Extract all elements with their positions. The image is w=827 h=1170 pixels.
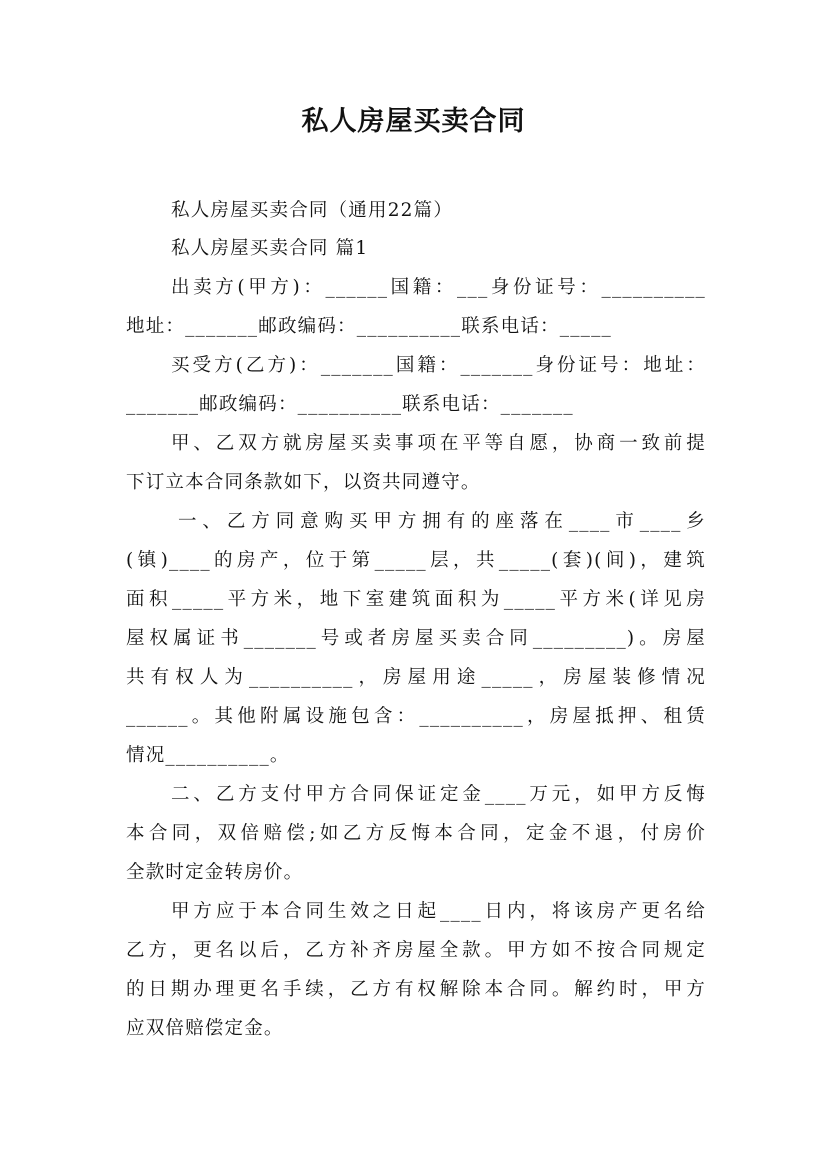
paragraph-line: 的日期办理更名手续，乙方有权解除本合同。解约时，甲方: [126, 979, 706, 1000]
paragraph-line: 地址：_______邮政编码：__________联系电话：_____: [126, 316, 613, 337]
paragraph-line: 面积_____平方米，地下室建筑面积为_____平方米(详见房: [126, 589, 706, 610]
paragraph-line: 全款时定金转房价。: [126, 862, 304, 883]
paragraph-line: 甲方应于本合同生效之日起____日内，将该房产更名给: [171, 901, 706, 922]
paragraph-line: 买受方(乙方)：_______国籍：_______身份证号：地址：: [171, 355, 706, 376]
paragraph-line: 屋权属证书_______号或者房屋买卖合同_________)。房屋: [126, 628, 706, 649]
document-subtitle: 私人房屋买卖合同（通用22篇）: [171, 200, 454, 221]
paragraph-line: 情况__________。: [126, 745, 290, 766]
paragraph-line: 出卖方(甲方)：______国籍：___身份证号：__________: [171, 277, 706, 298]
paragraph-line: 二、乙方支付甲方合同保证定金____万元，如甲方反悔: [171, 784, 706, 805]
paragraph-line: 共有权人为__________，房屋用途_____，房屋装修情况: [126, 667, 706, 688]
section-heading: 私人房屋买卖合同 篇1: [171, 238, 369, 259]
paragraph-line: (镇)____的房产，位于第_____层，共_____(套)(间)，建筑: [126, 550, 706, 571]
paragraph-line: _______邮政编码：__________联系电话：_______: [126, 394, 574, 415]
paragraph-line: 应双倍赔偿定金。: [126, 1018, 284, 1039]
paragraph-line: 乙方，更名以后，乙方补齐房屋全款。甲方如不按合同规定: [126, 940, 706, 961]
paragraph-line: 本合同，双倍赔偿;如乙方反悔本合同，定金不退，付房价: [126, 823, 706, 844]
paragraph-line: 甲、乙双方就房屋买卖事项在平等自愿，协商一致前提: [171, 433, 706, 454]
paragraph-line: ______。其他附属设施包含：__________，房屋抵押、租赁: [126, 706, 706, 727]
document-title: 私人房屋买卖合同: [301, 106, 526, 137]
paragraph-line: 下订立本合同条款如下，以资共同遵守。: [126, 472, 481, 493]
paragraph-line: 一、乙方同意购买甲方拥有的座落在____市____乡: [178, 511, 706, 532]
